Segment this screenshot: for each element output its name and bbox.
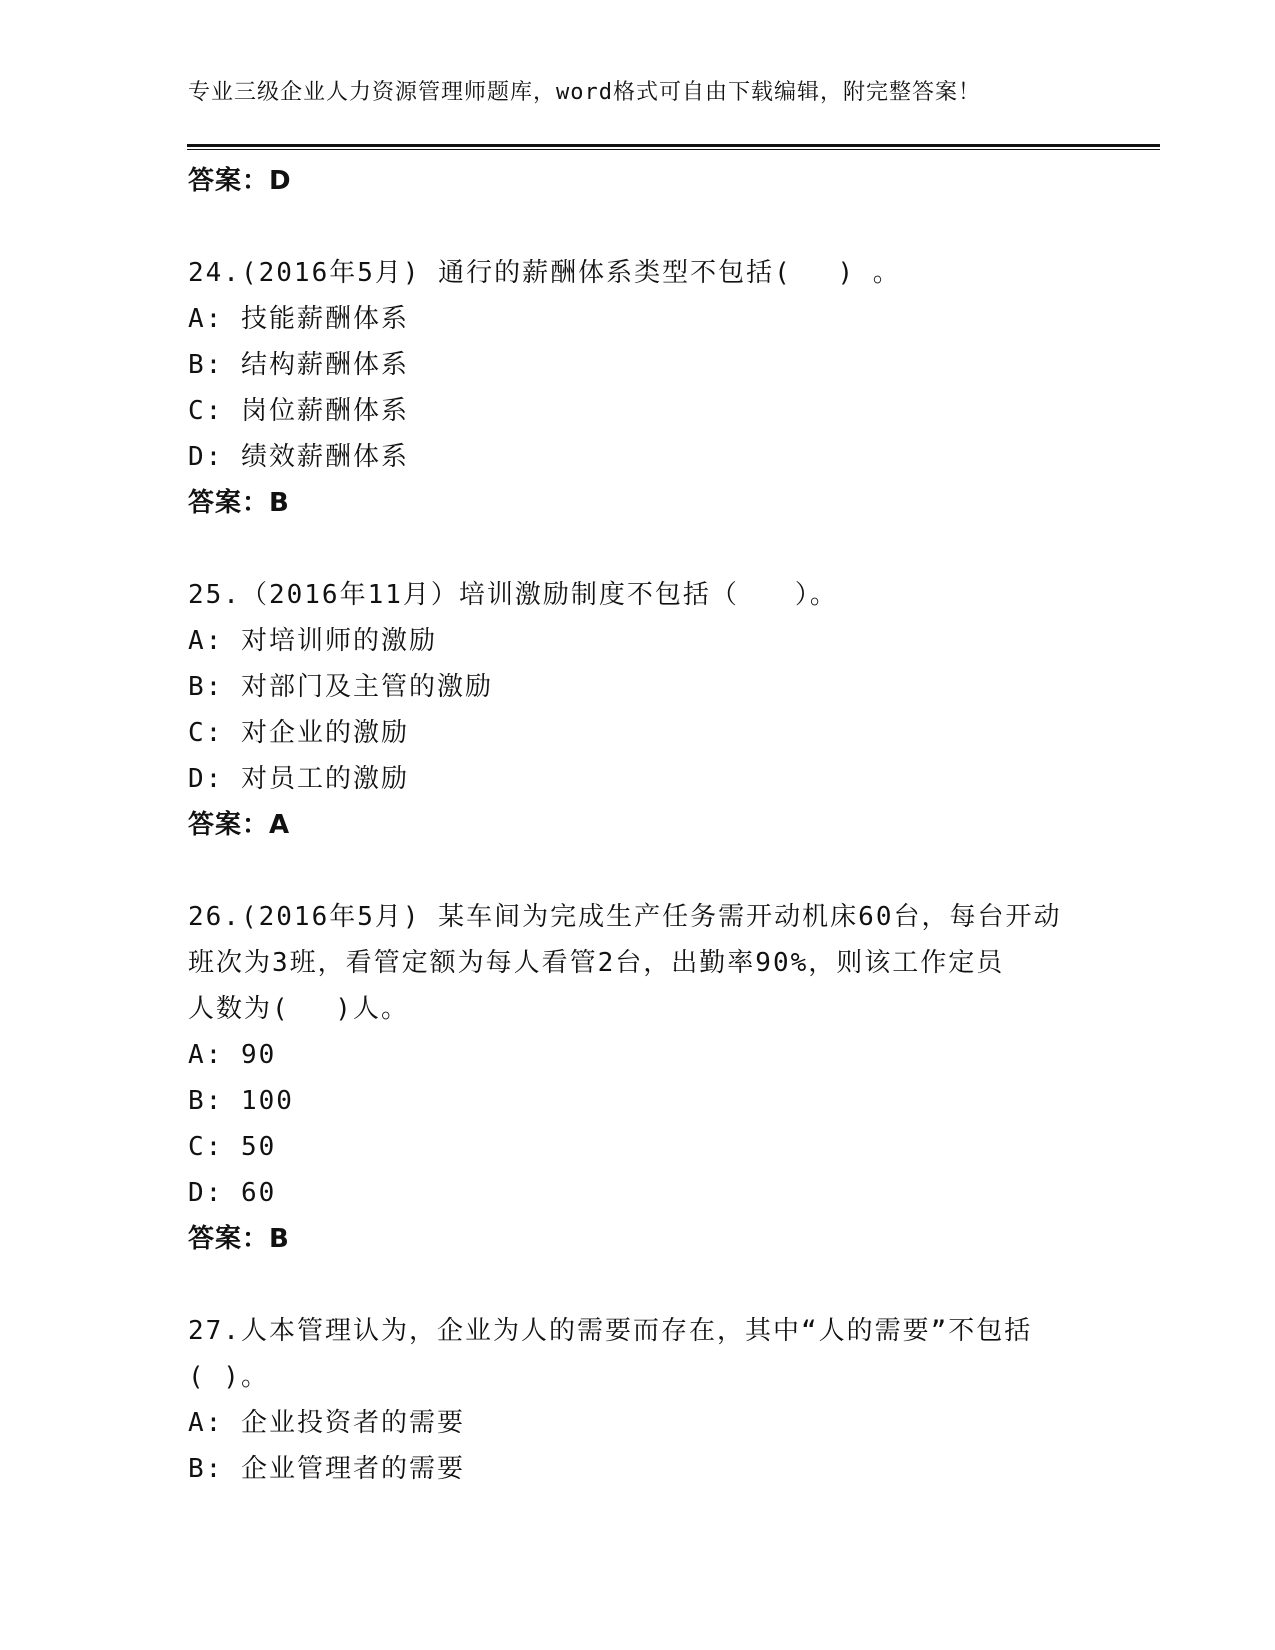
question-stem-line-3: 人数为( )人。 (188, 994, 409, 1024)
question-stem: 25.（2016年11月）培训激励制度不包括（ ）。 (188, 580, 838, 610)
header-rule-thick (187, 144, 1160, 147)
question-stem-line-1: 26.(2016年5月) 某车间为完成生产任务需开动机床60台，每台开动 (188, 902, 1062, 932)
question-25 (188, 572, 1088, 848)
question-24 (188, 250, 1088, 526)
option-a: A: 技能薪酬体系 (188, 304, 409, 334)
option-b: B: 结构薪酬体系 (188, 350, 409, 380)
question-27 (188, 1308, 1088, 1492)
option-a: A: 企业投资者的需要 (188, 1408, 465, 1438)
question-list (188, 158, 1088, 1492)
document-header: 专业三级企业人力资源管理师题库，word格式可自由下载编辑，附完整答案！ (188, 80, 981, 105)
option-c: C: 50 (188, 1132, 277, 1162)
option-a: A: 90 (188, 1040, 277, 1070)
option-d: D: 60 (188, 1178, 277, 1208)
question-stem-line-2: ( )。 (188, 1362, 269, 1392)
option-c: C: 岗位薪酬体系 (188, 396, 409, 426)
option-b: B: 企业管理者的需要 (188, 1454, 465, 1484)
option-b: B: 对部门及主管的激励 (188, 672, 493, 702)
answer-line: 答案：B (188, 488, 290, 518)
question-26 (188, 894, 1088, 1262)
option-d: D: 对员工的激励 (188, 764, 409, 794)
option-c: C: 对企业的激励 (188, 718, 409, 748)
answer-line: 答案：A (188, 810, 291, 840)
question-stem-line-2: 班次为3班，看管定额为每人看管2台，出勤率90%，则该工作定员 (188, 948, 1005, 978)
answer-line: 答案：D (188, 166, 292, 196)
header-rule-thin (187, 149, 1160, 150)
question-stem-line-1: 27.人本管理认为，企业为人的需要而存在，其中“人的需要”不包括 (188, 1316, 1033, 1346)
question-stem: 24.(2016年5月) 通行的薪酬体系类型不包括( ) 。 (188, 258, 901, 288)
answer-line: 答案：B (188, 1224, 290, 1254)
option-b: B: 100 (188, 1086, 294, 1116)
option-a: A: 对培训师的激励 (188, 626, 437, 656)
option-d: D: 绩效薪酬体系 (188, 442, 409, 472)
